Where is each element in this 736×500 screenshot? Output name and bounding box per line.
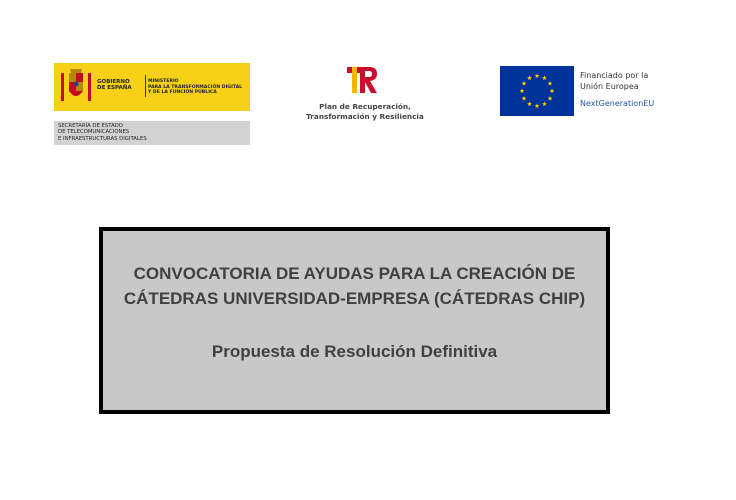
eu-funded-text [580, 70, 680, 92]
eu-funded-line2: Unión Europea [580, 82, 639, 91]
gobierno-name-line2: DE ESPAÑA [97, 85, 132, 91]
nextgeneration-eu-label: NextGenerationEU [580, 99, 655, 108]
coat-of-arms-icon [59, 67, 93, 107]
document-title-line1: CONVOCATORIA DE AYUDAS PARA LA CREACIÓN DE [133, 264, 576, 283]
secretaria-line2: DE TELECOMUNICACIONES [58, 129, 130, 136]
ministry-name [148, 79, 248, 96]
secretaria-name [58, 123, 248, 142]
eu-flag-icon [500, 66, 574, 116]
eu-funded-line1: Financiado por la [580, 71, 649, 80]
document-title-box [99, 227, 610, 414]
eu-logo [500, 66, 680, 116]
plan-recuperacion-text [300, 102, 430, 121]
plan-recuperacion-logo [300, 63, 430, 125]
gobierno-name-line1: GOBIERNO [97, 79, 130, 85]
ministry-line1: MINISTERIO [148, 79, 179, 84]
document-title-line2: CÁTEDRAS UNIVERSIDAD-EMPRESA (CÁTEDRAS CHIP) [123, 289, 586, 308]
document-subtitle: Propuesta de Resolución Definitiva [211, 342, 498, 361]
document-title [103, 261, 606, 311]
gov-divider [145, 75, 146, 97]
gobierno-espana-logo [54, 63, 250, 145]
secretaria-line3: E INFRAESTRUCTURAS DIGITALES [58, 135, 147, 142]
tr-recovery-plan-icon [344, 65, 380, 97]
ministry-line2: PARA LA TRANSFORMACIÓN DIGITAL [148, 84, 243, 90]
gobierno-name [97, 79, 143, 91]
plan-line2: Transformación y Resiliencia [306, 111, 424, 121]
ministry-line3: Y DE LA FUNCIÓN PÚBLICA [148, 90, 217, 96]
secretaria-line1: SECRETARÍA DE ESTADO [58, 123, 123, 129]
plan-line1: Plan de Recuperación, [319, 102, 411, 111]
